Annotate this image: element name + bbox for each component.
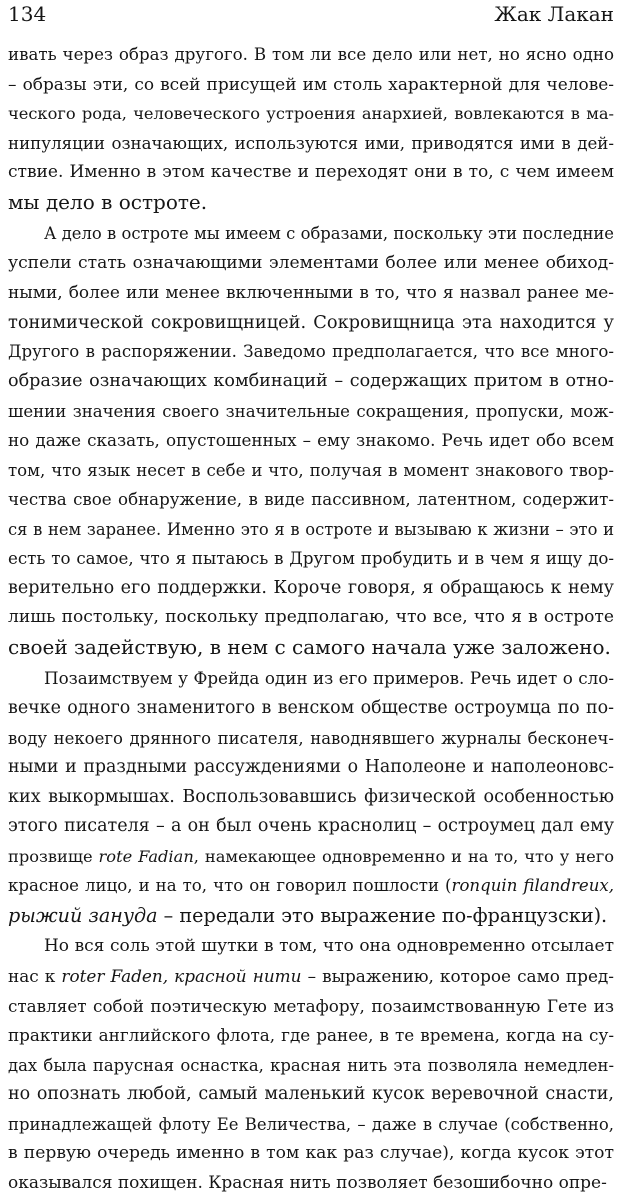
italic-text-segment: ronquin filandreux,: [451, 876, 614, 896]
text-segment: образие означающих комбинаций – содержащих притом в отно-: [8, 371, 614, 392]
text-segment: ивать через образ другого. В том ли все дело или нет, но ясно одно: [8, 45, 614, 64]
text-line: [8, 515, 614, 545]
text-segment: Другого в распоряжении. Заведомо предполагается, что все много-: [8, 342, 614, 362]
text-line: [8, 1021, 614, 1051]
text-line: [8, 1110, 614, 1140]
text-segment: лишь постольку, поскольку предполагаю, что все, что я в остроте: [8, 607, 614, 628]
text-segment: красное лицо, и на то, что он говорил пошлости (: [8, 876, 452, 896]
text-line: [8, 633, 614, 663]
text-segment: но даже сказать, опустошенных – ему знакомо. Речь идет обо всем: [8, 430, 614, 451]
text-line: [8, 367, 614, 397]
text-line: [8, 694, 614, 724]
text-segment: оказывался похищен. Красная нить позволяет безошибочно опре-: [8, 1172, 607, 1193]
text-segment: верительно его поддержки. Короче говоря, я обращаюсь к нему: [8, 577, 614, 598]
text-segment: ческого рода, человеческого устроения анархией, вовлекаются в ма-: [8, 104, 614, 124]
text-line: [8, 544, 614, 574]
text-line: [8, 278, 614, 308]
text-line: [8, 40, 614, 70]
page-number: 134: [8, 2, 47, 26]
text-line: [8, 1169, 614, 1198]
text-line: [8, 249, 614, 279]
text-line: [8, 783, 614, 813]
text-segment: Позаимствуем у Фрейда один из его примеров. Речь идет о сло-: [44, 668, 614, 689]
text-line: [8, 219, 614, 249]
text-line: [8, 901, 614, 931]
text-segment: Но вся соль этой шутки в том, что она одновременно отсылает: [44, 936, 614, 957]
text-line: [8, 603, 614, 633]
text-segment: вечке одного знаменитого в венском обществе остроумца по по-: [8, 698, 614, 719]
text-line: [8, 308, 614, 338]
text-segment: успели стать означающими элементами более или менее обиход-: [8, 252, 614, 273]
text-line: [8, 932, 614, 962]
running-title: Жак Лакан: [494, 2, 614, 26]
text-segment: есть то самое, что я пытаюсь в Другом пробудить и в чем я ищу до-: [8, 549, 614, 569]
paragraph: [8, 932, 614, 1198]
text-line: [8, 129, 614, 159]
italic-text-segment: рыжий зануда: [8, 903, 158, 927]
text-line: [8, 99, 614, 129]
text-segment: том, что язык несет в себе и что, получая в момент знакового твор-: [8, 460, 614, 480]
running-head: [0, 0, 620, 34]
text-segment: ких выкормышах. Воспользовавшись физической особенностью: [8, 786, 614, 807]
text-segment: ставляет собой поэтическую метафору, позаимствованную Гете из: [8, 995, 614, 1016]
text-segment: но опознать любой, самый маленький кусок веревочной снасти,: [8, 1084, 614, 1105]
text-segment: ными, более или менее включенными в то, что я назвал ранее ме-: [8, 282, 614, 303]
text-segment: , намекающее одновременно и на то, что у него: [193, 846, 615, 866]
text-segment: ствие. Именно в этом качестве и переходят они в то, с чем имеем: [8, 162, 614, 183]
text-line: [8, 426, 614, 456]
text-line: [8, 1051, 614, 1081]
text-segment: тонимической сокровищницей. Сокровищница эта находится у: [8, 311, 614, 333]
text-segment: принадлежащей флоту Ее Величества, – даже в случае (собственно,: [8, 1114, 614, 1134]
text-line: [8, 70, 614, 100]
text-line: [8, 664, 614, 694]
text-line: [8, 188, 614, 218]
text-line: [8, 724, 614, 754]
text-segment: дах была парусная оснастка, красная нить эта позволяла немедлен-: [8, 1055, 614, 1075]
text-line: [8, 337, 614, 367]
text-segment: – образы эти, со всей присущей им столь характерной для челове-: [8, 73, 614, 94]
text-line: [8, 574, 614, 604]
text-line: [8, 1080, 614, 1110]
text-segment: – выражению, которое само пред-: [301, 965, 614, 986]
paragraph: [8, 664, 614, 930]
text-segment: ными и праздными рассуждениями о Наполеоне и наполеоновс-: [8, 757, 614, 778]
text-line: [8, 456, 614, 486]
text-line: [8, 397, 614, 427]
text-line: [8, 812, 614, 842]
text-segment: нипуляции означающих, используются ими, приводятся ими в дей-: [8, 133, 614, 153]
text-segment: этого писателя – а он был очень краснолиц – остроумец дал ему: [8, 816, 614, 837]
text-segment: воду некоего дрянного писателя, наводнявшего журналы бесконеч-: [8, 728, 614, 748]
text-segment: – передали это выражение по-французски).: [157, 903, 608, 927]
text-segment: своей задействую, в нем с самого начала уже заложено.: [8, 634, 611, 659]
text-segment: А дело в остроте мы имеем с образами, поскольку эти последние: [44, 224, 614, 244]
text-line: [8, 158, 614, 188]
text-line: [8, 992, 614, 1022]
text-line: [8, 962, 614, 992]
text-line: [8, 753, 614, 783]
paragraph: [8, 40, 614, 217]
italic-text-segment: roter Faden, красной нити: [61, 965, 302, 986]
text-segment: практики английского флота, где ранее, в те времена, когда на су-: [8, 1025, 614, 1046]
text-line: [8, 1139, 614, 1169]
paragraph: [8, 219, 614, 662]
italic-text-segment: rote Fadian: [98, 846, 194, 866]
text-segment: в первую очередь именно в том как раз случае), когда кусок этот: [8, 1143, 614, 1164]
text-line: [8, 842, 614, 872]
text-segment: шении значения своего значительные сокращения, пропуски, мож-: [8, 401, 614, 421]
body-text: [8, 40, 614, 1198]
text-segment: чества свое обнаружение, в виде пассивном, латентном, содержит-: [8, 490, 614, 510]
text-segment: прозвище: [8, 846, 99, 866]
text-segment: мы дело в остроте.: [8, 189, 208, 214]
text-segment: нас к: [8, 965, 62, 986]
text-segment: ся в нем заранее. Именно это я в остроте и вызываю к жизни – это и: [8, 519, 614, 539]
text-line: [8, 485, 614, 515]
text-line: [8, 871, 614, 901]
